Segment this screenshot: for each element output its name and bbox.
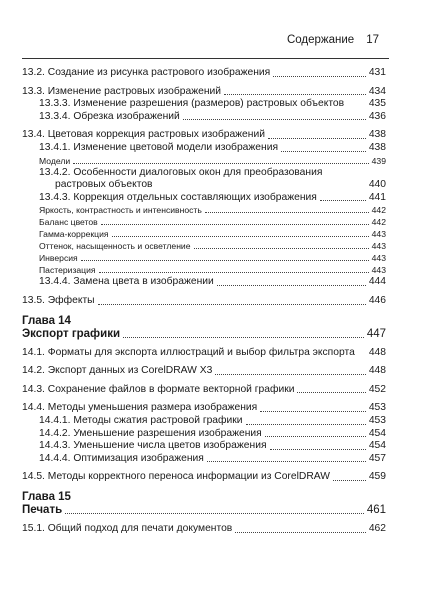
chapter-title: Печать 461 <box>22 504 386 517</box>
toc-entry: 14.3. Сохранение файлов в формате векторной графики 452 <box>22 383 386 395</box>
toc-entry: 14.4.2. Уменьшение разрешения изображения 454 <box>39 427 386 439</box>
toc-entry: 13.5. Эффекты 446 <box>22 294 386 306</box>
toc-entry: Баланс цветов 442 <box>39 217 386 228</box>
chapter-label: Глава 15 <box>22 490 71 503</box>
toc-entry: 13.4. Цветовая коррекция растровых изображений 438 <box>22 129 386 141</box>
toc-entry: Яркость, контрастность и интенсивность 442 <box>39 205 386 216</box>
chapter-title: Экспорт графики 447 <box>22 328 386 341</box>
toc-entry: Оттенок, насыщенность и осветление 443 <box>39 241 386 252</box>
running-header <box>287 34 379 46</box>
table-of-contents <box>22 67 386 536</box>
toc-entry: 15.1. Общий подход для печати документов 462 <box>22 523 386 535</box>
chapter-label: Глава 14 <box>22 314 71 327</box>
toc-entry: 14.4.1. Методы сжатия растровой графики 453 <box>39 415 386 426</box>
toc-entry: 13.3. Изменение растровых изображений 434 <box>22 85 386 97</box>
toc-entry: Пастеризация 443 <box>39 265 386 276</box>
toc-entry: 13.3.4. Обрезка изображений 436 <box>39 110 386 122</box>
header-page-number: 17 <box>366 34 379 46</box>
toc-entry: 14.4.4. Оптимизация изображения 457 <box>39 452 386 464</box>
header-title: Содержание <box>286 34 355 46</box>
toc-entry: 14.5. Методы корректного переноса информации из CorelDRAW 459 <box>22 471 386 483</box>
toc-entry: 14.4.3. Уменьшение числа цветов изображения 454 <box>39 440 386 452</box>
toc-entry: Модели 439 <box>39 155 386 166</box>
toc-entry: 14.2. Экспорт данных из CorelDRAW X3 448 <box>22 365 386 377</box>
toc-entry: 14.4. Методы уменьшения размера изображения 453 <box>22 402 386 414</box>
toc-entry: 13.2. Создание из рисунка растрового изображения 431 <box>22 67 386 78</box>
toc-entry: 13.4.2. Особенности диалоговых окон для преобразования растровых объектов 440 <box>39 166 386 191</box>
toc-entry: 13.4.1. Изменение цветовой модели изображения 438 <box>39 141 386 153</box>
toc-entry: 13.4.4. Замена цвета в изображении 444 <box>39 276 386 288</box>
header-rule <box>22 58 389 59</box>
toc-entry: Инверсия 443 <box>39 253 386 264</box>
toc-entry: Гамма-коррекция 443 <box>39 229 386 240</box>
toc-entry: 13.4.3. Коррекция отдельных составляющих изображения 441 <box>39 191 386 203</box>
toc-entry: 13.3.3. Изменение разрешения (размеров) растровых объектов 435 <box>39 98 386 110</box>
toc-entry: 14.1. Форматы для экспорта иллюстраций и выбор фильтра экспорта 448 <box>22 346 386 358</box>
